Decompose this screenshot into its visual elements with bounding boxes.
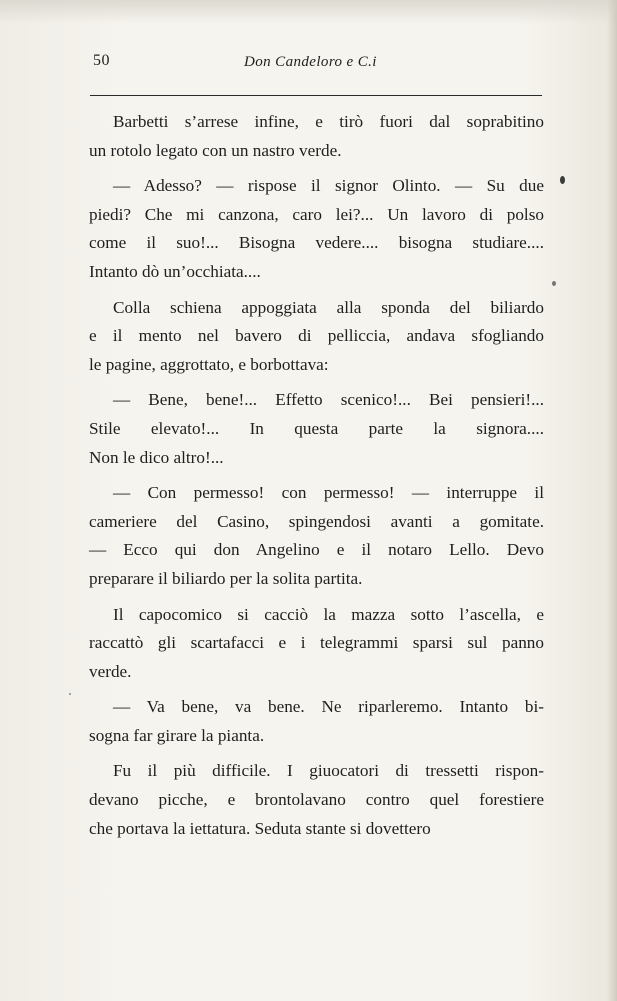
paragraph-gap — [89, 379, 544, 386]
scan-shadow-right — [607, 0, 617, 1001]
body-text — [89, 108, 544, 843]
text-line: — Con permesso! con permesso! — interruppe il — [113, 483, 544, 503]
ink-speck — [69, 693, 71, 695]
text-line: Non le dico altro!... — [89, 447, 224, 467]
text-line: Il capocomico si cacciò la mazza sotto l’ascella, e — [113, 604, 544, 624]
text-line: che portava la iettatura. Seduta stante si dovettero — [89, 818, 431, 838]
text-line: come il suo!... Bisogna vedere.... bisogna studiare.... — [89, 233, 544, 253]
text-line: e il mento nel bavero di pelliccia, andava sfogliando — [89, 326, 544, 346]
text-line: raccattò gli scartafacci e i telegrammi sparsi sul panno — [89, 633, 544, 653]
paragraph-gap — [89, 594, 544, 601]
running-title: Don Candeloro e C.i — [244, 54, 377, 70]
text-line: preparare il biliardo per la solita partita. — [89, 568, 363, 588]
text-line: sogna far girare la pianta. — [89, 725, 265, 745]
text-line: verde. — [89, 661, 132, 681]
text-line: Fu il più difficile. I giuocatori di tressetti rispon- — [113, 761, 544, 781]
text-line: — Adesso? — rispose il signor Olinto. — Su due — [113, 176, 544, 196]
paragraph-gap — [89, 750, 544, 757]
text-line: cameriere del Casino, spingendosi avanti a gomitate. — [89, 511, 544, 531]
text-line: Colla schiena appoggiata alla sponda del biliardo — [113, 297, 544, 317]
text-line: — Ecco qui don Angelino e il notaro Lello. Devo — [89, 540, 544, 560]
header-rule — [90, 95, 542, 96]
text-line: — Va bene, va bene. Ne riparleremo. Intanto bi- — [113, 697, 544, 717]
ink-speck — [552, 281, 556, 286]
text-line: — Bene, bene!... Effetto scenico!... Bei pensieri!... — [113, 390, 544, 410]
text-line: un rotolo legato con un nastro verde. — [89, 140, 342, 160]
paragraph-gap — [89, 472, 544, 479]
scan-shadow-top — [0, 0, 617, 24]
page-header — [93, 52, 543, 78]
text-line: Barbetti s’arrese infine, e tirò fuori dal soprabitino — [113, 112, 544, 131]
paragraph-gap — [89, 287, 544, 294]
ink-speck — [560, 176, 565, 184]
text-line: piedi? Che mi canzona, caro lei?... Un lavoro di polso — [89, 204, 544, 224]
text-line: Intanto dò un’occhiata.... — [89, 261, 261, 281]
page-number: 50 — [93, 52, 110, 69]
text-line: le pagine, aggrottato, e borbottava: — [89, 354, 329, 374]
paragraph-gap — [89, 165, 544, 172]
text-line: devano picche, e brontolavano contro quel forestiere — [89, 790, 544, 810]
paragraph-gap — [89, 686, 544, 693]
text-line: Stile elevato!... In questa parte la signora.... — [89, 418, 544, 438]
